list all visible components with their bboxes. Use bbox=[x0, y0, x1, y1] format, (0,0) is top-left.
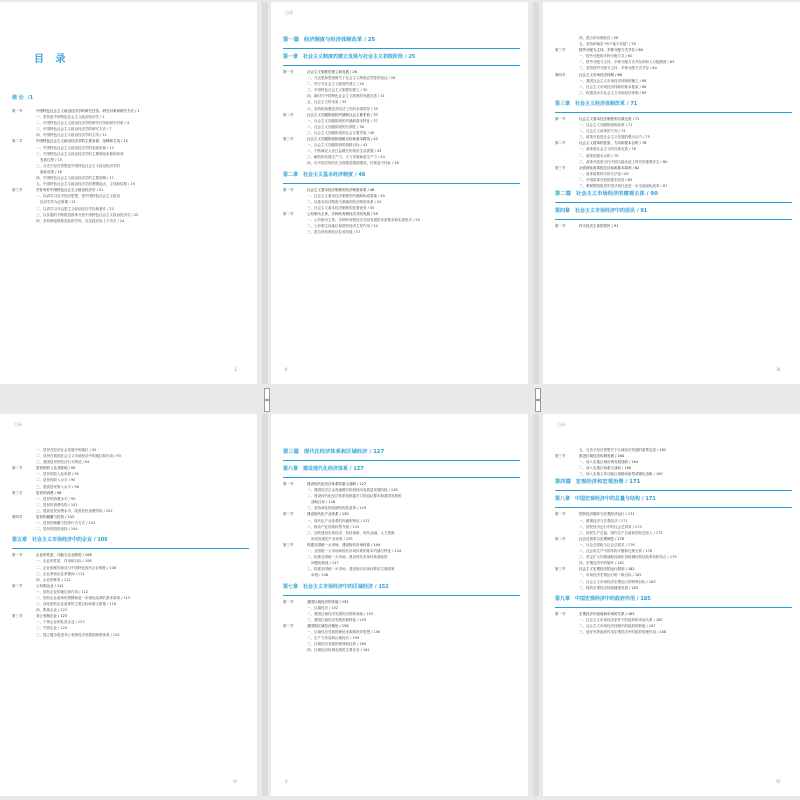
toc-entry-text: 三、改革开放是社会主义发展的强大动力 / 75 bbox=[579, 135, 650, 140]
toc-entry-text: 社会主义市场经济中的区域经济 / 152 bbox=[303, 583, 389, 590]
toc-entry-text: 社会主义基本经济制度 / 48 bbox=[303, 171, 366, 178]
toc-entry-text: 作为经济主体的居民 / 91 bbox=[579, 224, 619, 229]
toc-entry-label: 第九章 bbox=[555, 595, 571, 602]
toc-entry-text: 一、社会主义市场经济条件下的政府和市场关系 / 185 bbox=[579, 617, 663, 622]
toc-entry-chapter[interactable] bbox=[283, 52, 520, 63]
running-header: 目录 bbox=[285, 10, 293, 15]
toc-entry-text: 三、提高居民收入水平 / 96 bbox=[36, 484, 79, 489]
toc-entry-text: 四、中国特色社会主义政治经济学的主线 / 11 bbox=[36, 133, 107, 138]
toc-entry-text: 社会主义制度的建立和发展 / 26 bbox=[307, 70, 357, 74]
title-rule bbox=[555, 202, 792, 203]
page-number: III bbox=[776, 367, 780, 372]
page-gutter bbox=[262, 2, 268, 384]
title-rule bbox=[12, 548, 249, 549]
toc-entry-label: 第一节 bbox=[283, 482, 294, 486]
toc-entry-part[interactable] bbox=[555, 477, 792, 488]
toc-entry-label: 第一节 bbox=[12, 109, 23, 113]
toc-entry-text: 社会主义市场经济体制 / 66 bbox=[579, 72, 622, 77]
toc-entry-text: 中国宏观经济中的政府作用 / 185 bbox=[575, 595, 651, 602]
toc-entry-text: 社会主义市场经济中的企业 / 106 bbox=[32, 537, 108, 544]
toc-entry-text: 二、深入实施区域重大战略 / 166 bbox=[579, 466, 632, 471]
toc-entry-text: 三、坚定扩大内需战略同深化供给侧结构性改革有机结合 / 179 bbox=[579, 555, 677, 560]
toc-entry-label: 第七章 bbox=[283, 583, 299, 590]
toc-entry-text: 一、坚持是中国特色社会主义政治经济学 / 1 bbox=[36, 115, 105, 120]
toc-entry-text: 四、新时代中国特色社会主义制度的发展完善 / 31 bbox=[307, 94, 385, 99]
toc-entry-text: 一、社会主义初级阶段的改革 / 71 bbox=[579, 123, 633, 128]
toc-entry-label: 第一节 bbox=[283, 70, 294, 74]
toc-entry-text: 学好用好中国特色社会主义政治经济学 / 21 bbox=[36, 188, 104, 193]
title-rule bbox=[555, 507, 792, 508]
running-header: 目录 bbox=[14, 422, 22, 427]
toc-entry-text: 我国区域经济的发展 / 152 bbox=[307, 599, 349, 604]
title-rule bbox=[555, 607, 792, 608]
toc-entry-text: 二、企业制度的演变与中国特色现代企业制度 / 108 bbox=[36, 565, 117, 570]
toc-entry-label: 第八章 bbox=[555, 496, 571, 503]
toc-entry-chapter[interactable] bbox=[283, 464, 520, 475]
toc-entry-text: 四、宏观经济中的循环 / 181 bbox=[579, 561, 625, 566]
toc-entry-text: 三、解放和发展生产力，大力发展新质生产力 / 44 bbox=[307, 155, 385, 160]
toc-entry-text: 国民经济循环与宏观经济运行 / 171 bbox=[579, 512, 635, 517]
toc-entry-label: 第二节 bbox=[12, 583, 23, 588]
toc-entry-text: 一、我国社会主义市场经济体制的确立 / 66 bbox=[579, 78, 647, 83]
toc-entry-text: 经济制度与经济体制改革 / 25 bbox=[303, 37, 376, 43]
toc-entry-text: 二、社会主义市场经济宏观运行的特殊目标 / 183 bbox=[579, 579, 656, 584]
toc-entry-text: 四、集体企业 / 122 bbox=[36, 608, 68, 613]
toc-entry-label: 第一节 bbox=[283, 599, 294, 604]
toc-entry-text: 一、国有企业的地位和作用 / 112 bbox=[36, 589, 89, 594]
toc-entry-text: 三、以实施的不断推进改革开放中国特色社会主义政治经济学 / 25 bbox=[36, 212, 139, 217]
toc-entry-text: 二、中国特色社会主义政治经济学的研究任务和研究对象 / 4 bbox=[36, 121, 130, 126]
page-number: VI bbox=[776, 779, 780, 784]
toc-entry-text: 我国的区域经济理论 / 156 bbox=[307, 623, 349, 628]
toc-entry-text: 一、企业的性质、作用和目标 / 106 bbox=[36, 559, 92, 564]
toc-entry-text: 三、国民生产总值、国内生产总值和国民总收入 / 175 bbox=[579, 530, 663, 535]
toc-entry-text: 一、按劳分配和多种分配方式 / 60 bbox=[579, 54, 633, 59]
toc-entry-text: 推进区域经济协调发展 / 164 bbox=[579, 454, 625, 459]
toc-entry-label: 绪 论 bbox=[12, 95, 24, 101]
toc-entry-label: 第五章 bbox=[12, 537, 28, 544]
toc-entry-text: 三、社会主义初级阶段的社会主要矛盾 / 40 bbox=[307, 130, 375, 135]
toc-entry-text: 按劳分配为主体、多种分配方式并存 / 60 bbox=[579, 48, 643, 53]
title-rule bbox=[555, 490, 792, 491]
toc-entry-text: 中国特色社会主义政治经济学的主要来源、范畴和主线 / 12 bbox=[36, 139, 128, 144]
toc-entry-part[interactable] bbox=[555, 189, 792, 200]
toc-entry-text: 一、改革需要科学的方法论 / 82 bbox=[579, 171, 629, 176]
toc-entry-text: 三、坚持按劳分配为主体、多种分配方式并存 / 64 bbox=[579, 66, 657, 71]
toc-body bbox=[283, 35, 520, 235]
toc-entry-text: 三、中国特色社会主义制度的建立 / 30 bbox=[307, 88, 368, 93]
toc-entry-text: 社会主义改革的性质、方向和根本目的 / 78 bbox=[579, 141, 647, 146]
toc-entry-text: 一、马克思和恩格斯关于社会主义制度必然性的论证 / 26 bbox=[307, 76, 396, 81]
toc-entry-text: 社会总供求与宏观调控 / 176 bbox=[579, 536, 625, 541]
toc-entry-label: 第四节 bbox=[12, 515, 23, 520]
toc-entry-text: 六、坚持和加强党对经济工作的全面领导 / 35 bbox=[307, 106, 378, 111]
toc-entry-label: 第二节 bbox=[12, 139, 23, 144]
toc-entry-label: 第一节 bbox=[555, 512, 566, 517]
toc-entry-text: 问题和挑战 / 147 bbox=[311, 561, 339, 566]
toc-entry-text: 三、建立健全促进非公有制经济发展的制度体系 / 125 bbox=[36, 632, 120, 637]
toc-page bbox=[271, 2, 528, 384]
toc-entry-text: 一、社会主义初级阶段的内涵和基本特征 / 37 bbox=[307, 118, 378, 123]
toc-entry-text: 二、居民在我国社会主义市场经济中的地位和作用 / 93 bbox=[36, 454, 121, 459]
toc-entry-label: 第一篇 bbox=[283, 37, 299, 43]
toc-page bbox=[543, 414, 800, 796]
toc-entry-text: 一、微观经济与宏观经济 / 171 bbox=[579, 518, 628, 523]
toc-entry-text: 现代化经济体系和区域经济 / 127 bbox=[303, 449, 385, 455]
toc-entry-heading[interactable] bbox=[12, 93, 249, 104]
toc-entry-label: 第三节 bbox=[555, 48, 566, 53]
toc-page bbox=[543, 2, 800, 384]
toc-entry-label: 第三章 bbox=[555, 100, 571, 107]
toc-entry-text: 社会主义制度的建立发展与社会主义初级阶段 / 25 bbox=[303, 54, 416, 60]
title-rule bbox=[283, 183, 520, 184]
toc-entry-text: 二、社会主义初级阶段的长期性 / 38 bbox=[307, 124, 364, 129]
toc-entry-text: 一、区域经济 / 152 bbox=[307, 605, 339, 610]
toc-entry-text: 建设现代化经济体系的重大战略 / 127 bbox=[307, 482, 367, 486]
crop-mark bbox=[535, 400, 541, 412]
title-rule bbox=[283, 595, 520, 596]
toc-entry-text: 一、社会主义初级阶段的战略目标 / 42 bbox=[307, 143, 368, 148]
toc-entry-text: 二、居民的收入水平 / 95 bbox=[36, 478, 76, 483]
toc-entry-text: 一、现代化产业体系的内涵和特征 / 131 bbox=[307, 518, 370, 523]
toc-entry-text: 社会主义基本经济制度和经济制度体系 / 48 bbox=[307, 187, 375, 192]
toc-entry-text: 三、我国区域经济发展的新特征 / 155 bbox=[307, 617, 367, 622]
toc-entry-text: 二、以基本经济制度为基础的经济制度体系 / 52 bbox=[307, 199, 382, 204]
toc-entry-text: 中国特色社会主义政治经济学的研究任务、研究对象和研究方法 / 1 bbox=[36, 109, 140, 113]
running-header: 目录 bbox=[557, 422, 565, 427]
toc-entry-text: 三、更好发挥政府作用宏观经济中的政府管理作用 / 188 bbox=[579, 629, 667, 634]
toc-entry-text: 三、企业家和企业家精神 / 111 bbox=[36, 571, 85, 576]
toc-entry-label: 第二节 bbox=[283, 623, 294, 628]
toc-entry-text: 协同发展的产业体系 / 135 bbox=[311, 536, 353, 541]
toc-entry-text: 三、改革开放是当代中国大踏步赶上时代的重要法宝 / 80 bbox=[579, 159, 668, 164]
toc-entry-sub[interactable] bbox=[283, 160, 520, 166]
page-number: IV bbox=[233, 779, 237, 784]
toc-body bbox=[555, 447, 792, 635]
toc-entry-text: 二、按劳分配为主体、多种分配方式并存的收入分配制度 / 63 bbox=[579, 60, 675, 65]
toc-entry-text: 非公有制企业 / 123 bbox=[36, 614, 68, 619]
toc-entry-text: 二、中国改革开放的基本经验 / 85 bbox=[579, 177, 633, 182]
toc-entry-text: 建设现代化产业体系 / 130 bbox=[307, 512, 349, 517]
toc-entry-label: 第二节 bbox=[283, 211, 294, 216]
toc-entry-text: 建设现代化经济体系 / 127 bbox=[303, 466, 364, 472]
toc-entry-text: 宏观经济中政府和市场的关系 / 185 bbox=[579, 611, 635, 616]
toc-entry-part[interactable] bbox=[283, 447, 520, 458]
title-rule bbox=[283, 460, 520, 461]
toc-entry-label: 第二章 bbox=[283, 171, 299, 178]
toc-entry-text: 三、构建全国统一大市场、建设现代市场体系的主要政策 bbox=[307, 567, 395, 572]
toc-entry-sub[interactable] bbox=[555, 90, 792, 96]
toc-entry-section[interactable] bbox=[555, 223, 792, 229]
toc-entry-text: 目 录 bbox=[34, 54, 70, 65]
toc-entry-label: 第三节 bbox=[555, 165, 566, 170]
toc-entry-label: 第一节 bbox=[555, 116, 566, 121]
toc-entry-chapter[interactable] bbox=[555, 494, 792, 505]
toc-entry-text: 发展过程 / 15 bbox=[40, 157, 62, 162]
toc-entry-text: 三、中国特色社会主义政治经济学的研究方法 / 7 bbox=[36, 127, 112, 132]
toc-entry-text: 二、社会再生产中的结构平衡和比例关系 / 178 bbox=[579, 549, 653, 554]
toc-entry-text: 公有制为主体、多种所有制经济共同发展 / 55 bbox=[307, 211, 378, 216]
toc-entry-text: 二、居民的消费结构 / 101 bbox=[36, 502, 78, 507]
toc-entry-text: 三、提高居民消费水平、改善居民消费结构 / 102 bbox=[36, 508, 113, 513]
toc-entry-label: 第一节 bbox=[555, 611, 566, 616]
toc-entry-label: 第一节 bbox=[12, 553, 23, 558]
toc-entry-chapter[interactable] bbox=[555, 594, 792, 605]
toc-entry-text: 一、中国特色社会主义政治经济学的实践来源 / 12 bbox=[36, 145, 114, 150]
title-rule bbox=[555, 219, 792, 220]
toc-page bbox=[0, 414, 257, 796]
toc-entry-text: 二、社会主义改革的方向 / 74 bbox=[579, 129, 626, 134]
toc-entry-label: 第二节 bbox=[283, 112, 294, 117]
toc-entry-text: 五、坚持和落实“两个毫不动摇” / 59 bbox=[579, 42, 636, 47]
toc-entry-text: 举措 / 148 bbox=[311, 573, 329, 578]
toc-entry-text: 二、不断满足人民日益增长的美好生活需要 / 43 bbox=[307, 149, 382, 154]
toc-entry-sub[interactable] bbox=[283, 647, 520, 653]
toc-entry-sub[interactable] bbox=[283, 229, 520, 235]
toc-entry-chapter[interactable] bbox=[283, 582, 520, 593]
toc-entry-text: 一、我国经济已由高速增长阶段转向高质量发展阶段 / 128 bbox=[307, 488, 398, 493]
toc-entry-text: 四、坚持理论联系实际的学风，在实践应用上下功夫 / 24 bbox=[36, 218, 125, 223]
toc-entry-label: 第三节 bbox=[555, 454, 566, 459]
toc-entry-text: 三、保持宏观经济持续健康发展 / 185 bbox=[579, 585, 639, 590]
page-number: 1 bbox=[234, 367, 237, 372]
toc-entry-sub[interactable] bbox=[12, 526, 249, 532]
toc-entry-text: 一、社会主义基本经济制度的内涵和构成要素 / 49 bbox=[307, 193, 385, 198]
toc-entry-text: 五、社会主义的本质 / 33 bbox=[307, 100, 347, 105]
toc-entry-label: 第一章 bbox=[283, 54, 299, 60]
toc-entry-text: 一、居民的收入及来源 / 95 bbox=[36, 472, 79, 477]
toc-entry-label: 第三篇 bbox=[283, 449, 299, 455]
toc-entry-sub[interactable] bbox=[555, 585, 792, 591]
page-number: V bbox=[285, 779, 288, 784]
toc-entry-label: 第一节 bbox=[283, 187, 294, 192]
toc-entry-text: 二、生产力布局和区域经济 / 159 bbox=[307, 636, 360, 641]
toc-entry-text: 四、中国特色社会主义政治经济学的主要范畴 / 17 bbox=[36, 176, 114, 181]
title-rule bbox=[555, 112, 792, 113]
toc-entry-label: 第三节 bbox=[555, 567, 566, 572]
toc-entry-text: 二、社会主义市场经济体制的基本框架 / 66 bbox=[579, 84, 647, 89]
toc-entry-cont[interactable] bbox=[283, 572, 520, 578]
toc-entry-chapter[interactable] bbox=[283, 170, 520, 181]
toc-entry-text: 三、社会主义基本经济制度的显著优势 / 55 bbox=[307, 205, 375, 210]
toc-entry-label: 第四篇 bbox=[555, 479, 571, 486]
toc-entry-text: 五、中国特色社会主义政治经济学的逻辑起点、主线和结构 / 19 bbox=[36, 182, 135, 187]
toc-entry-text: 二、公有制主体地位和国有经济主导作用 / 54 bbox=[307, 224, 378, 229]
toc-entry-text: 居民的消费 / 98 bbox=[36, 490, 62, 495]
toc-entry-label: 第二节 bbox=[555, 536, 566, 541]
toc-entry-part[interactable] bbox=[283, 35, 520, 46]
toc-entry-text: 三、混合所有制经济及其发展 / 57 bbox=[307, 230, 361, 235]
toc-entry-label: 第三节 bbox=[283, 542, 294, 547]
toc-entry-chapter[interactable] bbox=[12, 535, 249, 546]
crop-mark bbox=[535, 388, 541, 400]
toc-entry-text: 居民的收入及其影响 / 95 bbox=[36, 466, 76, 471]
toc-entry-text: 居民的储蓄与投资 / 103 bbox=[36, 515, 75, 520]
toc-entry-text: 三、紧紧围绕推进中国式现代化进一步全面深化改革 / 87 bbox=[579, 183, 668, 188]
toc-entry-text: 二、推动产业结构转型升级 / 133 bbox=[307, 524, 360, 529]
toc-entry-text: 五、习近平经济思想关于区域经济发展的重要论述 / 162 bbox=[579, 448, 667, 452]
toc-entry-text: 三、习近平经济思想是中国特色社会主义政治经济学的 bbox=[36, 163, 120, 168]
toc-entry-label: 第三节 bbox=[283, 137, 294, 142]
crop-mark bbox=[264, 400, 270, 412]
title-rule bbox=[283, 477, 520, 478]
toc-entry-text: 一、深入实施区域协调发展战略 / 164 bbox=[579, 460, 639, 465]
toc-entry-label: 第三节 bbox=[12, 490, 23, 495]
toc-entry-text: 四、区域经济协调发展的主要任务 / 161 bbox=[307, 648, 370, 653]
toc-entry-text: 二、我国区域经济发展的历程和成就 / 153 bbox=[307, 611, 374, 616]
toc-entry-text: 一、以真学习近平经济思想，把中国特色社会主义政治 bbox=[36, 194, 120, 199]
toc-entry-chapter[interactable] bbox=[555, 99, 792, 110]
toc-entry-label: 第二节 bbox=[555, 141, 566, 146]
title-rule bbox=[283, 48, 520, 49]
toc-entry-text: 社会主义初级阶段的内涵和社会主要矛盾 / 37 bbox=[307, 112, 378, 117]
toc-entry-text: 二、国有企业改革的逻辑和进一步深化改革的基本原则 / 113 bbox=[36, 595, 131, 600]
toc-entry-text: 二、社会主义市场经济体制中的政府的职能 / 187 bbox=[579, 623, 656, 628]
toc-entry-text: 社会主义市场经济的微观主体 / 90 bbox=[575, 191, 658, 198]
toc-entry-label: 第三节 bbox=[12, 614, 23, 619]
toc-body bbox=[12, 35, 249, 224]
toc-entry-text: 三、深化国有企业改革的主要目标和重大措施 / 116 bbox=[36, 602, 117, 607]
toc-entry-label: 第四节 bbox=[555, 72, 566, 77]
toc-entry-text: 二、列宁对社会主义制度的建立 / 26 bbox=[307, 82, 364, 87]
toc-entry-text: 最新成果 / 16 bbox=[40, 169, 62, 174]
toc-entry-text: 社会主义宏观经济的运行原则 / 182 bbox=[579, 567, 635, 572]
toc-entry-text: 社会主义经济体制改革 / 71 bbox=[575, 100, 638, 107]
toc-body bbox=[555, 35, 792, 229]
toc-entry-text: 二、居民的投资选择 / 104 bbox=[36, 527, 78, 532]
page-gutter bbox=[262, 414, 268, 796]
toc-entry-text: 三、我国居民的经济行为特征 / 94 bbox=[36, 460, 90, 465]
toc-entry-text: 三、坚持深化供给侧结构性改革 / 129 bbox=[307, 506, 367, 511]
toc-entry-text: 三、加快建设实体经济、科技创新、现代金融、人力资源 bbox=[307, 530, 395, 535]
toc-page bbox=[271, 414, 528, 796]
toc-entry-text: 四、以中国式现代化全面推进强国建设、民族复兴伟业 / 46 bbox=[307, 161, 399, 166]
toc-entry-text: 三、区域经济发展的规律和趋势 / 160 bbox=[307, 642, 367, 647]
toc-entry-label: 第三节 bbox=[12, 188, 23, 193]
toc-entry-text: 一、区域经济发展的理论来源和指导思想 / 156 bbox=[307, 629, 381, 634]
toc-entry-text: 一、全国统一大市场和现代市场体系的基本内涵与特征 / 144 bbox=[307, 549, 402, 554]
toc-entry-text: 中国宏观经济中的总量与结构 / 171 bbox=[575, 496, 656, 503]
toc-entry-text: 社会主义基本经济制度的自我完善 / 71 bbox=[579, 116, 640, 121]
toc-entry-text: 一、居民的储蓄与投资行为方式 / 103 bbox=[36, 521, 96, 526]
toc-entry-text: 三、深入实施主体功能区战略和新型城镇化战略 / 169 bbox=[579, 472, 663, 477]
toc-entry-text: 社会主义市场经济中的居民 / 91 bbox=[575, 208, 648, 215]
toc-entry-bigtitle[interactable] bbox=[34, 47, 249, 73]
toc-entry-text: 二、外资企业 / 124 bbox=[36, 626, 68, 631]
toc-entry-label: 第二节 bbox=[283, 512, 294, 517]
toc-entry-text: 经济学作为必修课 / 21 bbox=[40, 200, 76, 205]
toc-entry-text: 企业的性质、功能与企业制度 / 106 bbox=[36, 553, 92, 558]
toc-entry-label: 第一节 bbox=[555, 224, 566, 229]
toc-entry-text: 全面深化改革的总目标和基本原则 / 82 bbox=[579, 165, 640, 170]
toc-entry-text: 四、企业的种类 / 112 bbox=[36, 577, 71, 582]
toc-entry-text: 一、市场经济宏观运行的一般目标 / 182 bbox=[579, 573, 642, 578]
toc-entry-sub[interactable] bbox=[12, 218, 249, 224]
toc-entry-text: 社会主义初级阶段的战略目标和基本路线 / 42 bbox=[307, 137, 378, 142]
toc-entry-text: 三、构建高水平社会主义市场经济体制 / 69 bbox=[579, 90, 647, 95]
toc-entry-text: 一、公有制为主体、多种所有制经济共同发展的本质要求和实现形式 / 55 bbox=[307, 217, 420, 222]
crop-mark bbox=[264, 388, 270, 400]
toc-page bbox=[0, 2, 257, 384]
toc-entry-sub[interactable] bbox=[12, 632, 249, 638]
toc-entry-text: 二、改革的根本目的 / 79 bbox=[579, 153, 619, 158]
toc-entry-text: 二、国民经济运行中的社会总供求 / 173 bbox=[579, 524, 642, 529]
toc-entry-text: 公有制企业 / 112 bbox=[36, 583, 64, 588]
toc-entry-text: 一、改革是社会主义的自我完善 / 78 bbox=[579, 147, 636, 152]
page-number: II bbox=[285, 367, 288, 372]
toc-entry-text: 二、以真学习马克思主义政治经济学经典著作 / 22 bbox=[36, 206, 114, 211]
toc-entry-text: 二、建设现代化经济体系是跨越关口的迫切要求和我国发展的 bbox=[307, 494, 402, 499]
toc-entry-text: 一、居民的消费水平 / 99 bbox=[36, 496, 76, 501]
toc-entry-label: 第六章 bbox=[283, 466, 299, 472]
toc-entry-sub[interactable] bbox=[555, 629, 792, 635]
toc-body bbox=[12, 447, 249, 638]
toc-entry-label: 第四章 bbox=[555, 208, 571, 215]
page-gutter bbox=[533, 414, 539, 796]
toc-entry-text: /1 bbox=[27, 95, 34, 101]
toc-entry-text: 战略目标 / 128 bbox=[311, 500, 336, 505]
toc-entry-text: 一、社会总供给与社会总需求 / 176 bbox=[579, 542, 635, 547]
toc-entry-chapter[interactable] bbox=[555, 206, 792, 217]
toc-entry-label: 第二篇 bbox=[555, 191, 571, 198]
toc-entry-text: 二、构建全国统一大市场、建设现代市场体系面临的 bbox=[307, 555, 388, 560]
toc-entry-text: 四、混合所有制经济 / 58 bbox=[579, 36, 619, 40]
toc-entry-text: 一、居民在经济社会发展中的地位 / 92 bbox=[36, 448, 97, 452]
page-gutter bbox=[533, 2, 539, 384]
toc-entry-text: 宏观经济和宏观治理 / 171 bbox=[575, 479, 641, 486]
toc-body bbox=[283, 447, 520, 653]
title-rule bbox=[283, 65, 520, 66]
toc-entry-text: 一、个体企业和私营企业 / 123 bbox=[36, 620, 85, 625]
toc-entry-text: 构建全国统一大市场，建设现代市场体系 / 144 bbox=[307, 542, 381, 547]
toc-entry-label: 第二节 bbox=[12, 466, 23, 471]
toc-entry-text: 二、中国特色社会主义政治经济学的主要理论来源和形成 bbox=[36, 151, 124, 156]
